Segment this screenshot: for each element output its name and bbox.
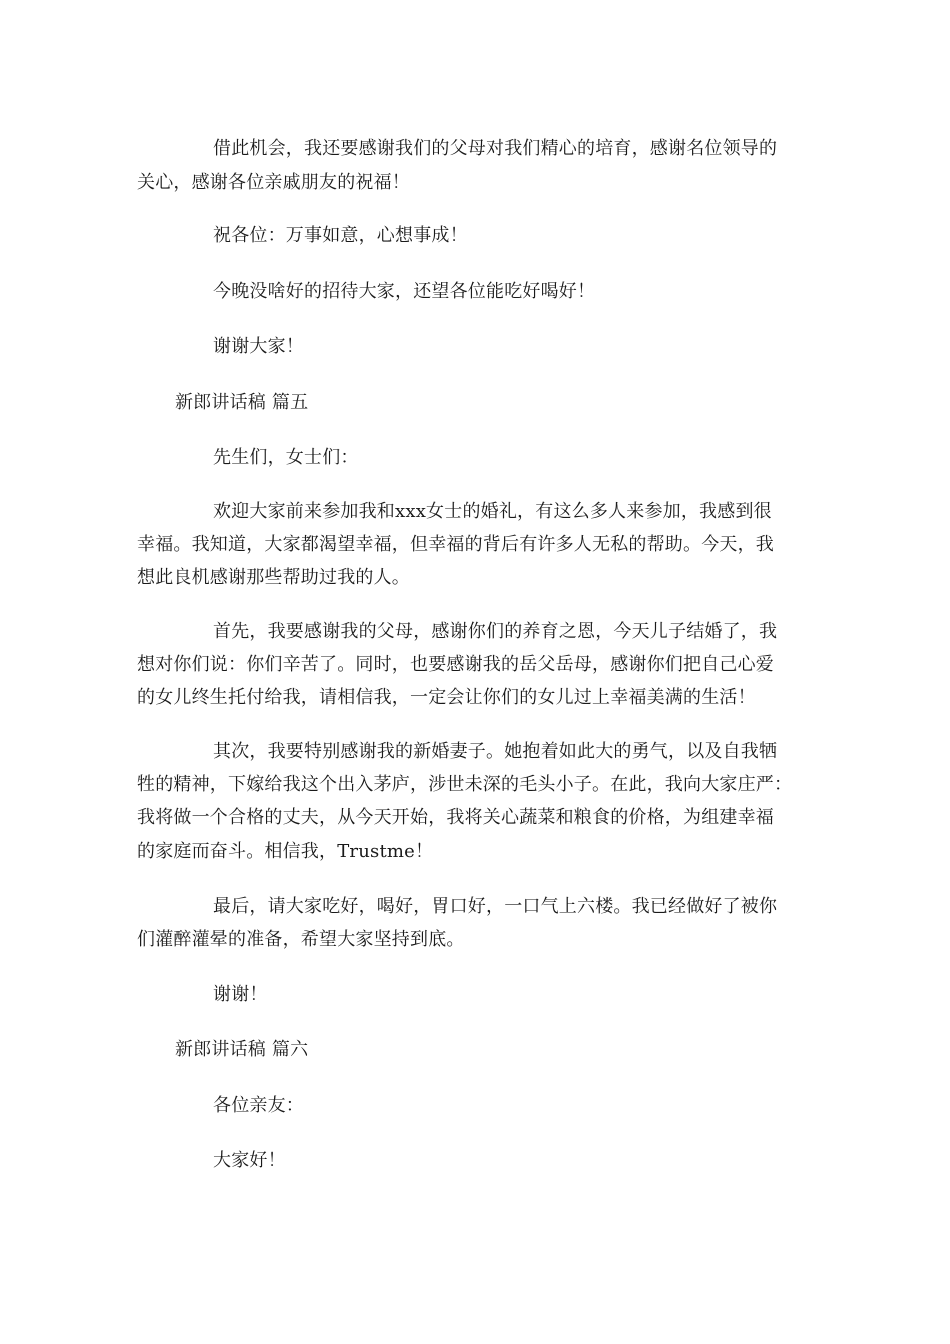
paragraph-line: 最后，请大家吃好，喝好，胃口好，一口气上六楼。我已经做好了被你 xyxy=(213,896,778,917)
paragraph-line: 借此机会，我还要感谢我们的父母对我们精心的培育，感谢名位领导的 xyxy=(213,138,778,159)
paragraph-line: 的女儿终生托付给我，请相信我，一定会让你们的女儿过上幸福美满的生活！ xyxy=(137,687,756,708)
paragraph-line: 想此良机感谢那些帮助过我的人。 xyxy=(137,567,410,588)
paragraph-line: 先生们，女士们： xyxy=(213,447,359,468)
paragraph-line: 关心，感谢各位亲戚朋友的祝福！ xyxy=(137,172,410,193)
paragraph-line: 各位亲友： xyxy=(213,1095,304,1116)
paragraph-line: 牲的精神，下嫁给我这个出入茅庐，涉世未深的毛头小子。在此，我向大家庄严： xyxy=(137,774,793,795)
paragraph-line: 谢谢！ xyxy=(213,984,268,1005)
paragraph-line: 首先，我要感谢我的父母，感谢你们的养育之恩，今天儿子结婚了，我 xyxy=(213,621,778,642)
paragraph-line: 其次，我要特别感谢我的新婚妻子。她抱着如此大的勇气，以及自我牺 xyxy=(213,741,778,762)
paragraph-line: 祝各位：万事如意，心想事成！ xyxy=(213,225,468,246)
paragraph-line: 的家庭而奋斗。相信我，Trustme！ xyxy=(137,841,434,862)
paragraph-line: 今晚没啥好的招待大家，还望各位能吃好喝好！ xyxy=(213,281,596,302)
section-heading: 新郎讲话稿 篇五 xyxy=(175,392,309,413)
paragraph-line: 我将做一个合格的丈夫，从今天开始，我将关心蔬菜和粮食的价格，为组建幸福 xyxy=(137,807,774,828)
paragraph-line: 谢谢大家！ xyxy=(213,336,304,357)
paragraph-line: 想对你们说：你们辛苦了。同时，也要感谢我的岳父岳母，感谢你们把自己心爱 xyxy=(137,654,774,675)
paragraph-line: 们灌醉灌晕的准备，希望大家坚持到底。 xyxy=(137,929,465,950)
paragraph-line: 欢迎大家前来参加我和xxx女士的婚礼，有这么多人来参加，我感到很 xyxy=(213,501,772,522)
paragraph-line: 大家好！ xyxy=(213,1150,286,1171)
paragraph-line: 幸福。我知道，大家都渴望幸福，但幸福的背后有许多人无私的帮助。今天，我 xyxy=(137,534,774,555)
section-heading: 新郎讲话稿 篇六 xyxy=(175,1039,309,1060)
